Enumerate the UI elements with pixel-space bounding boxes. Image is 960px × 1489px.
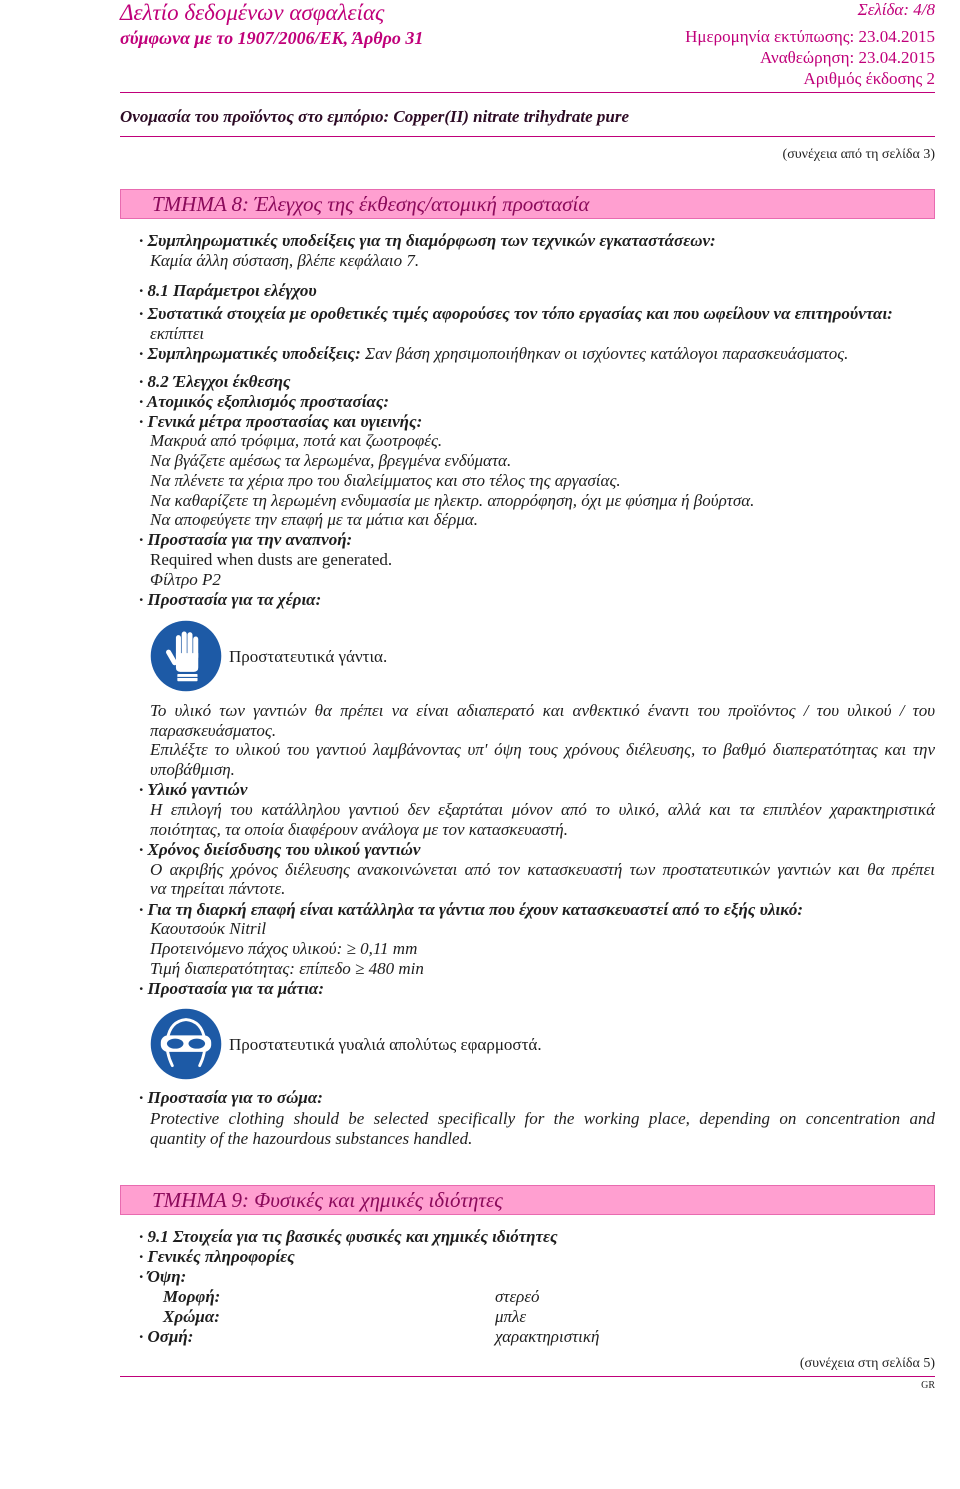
supplementary-notes-label: · Συμπληρωματικές υποδείξεις: — [139, 344, 361, 363]
country-code: GR — [921, 1380, 935, 1391]
glove-selection-paragraph-line: υποβάθμιση. — [150, 760, 235, 779]
gloves-caption: Προστατευτικά γάντια. — [229, 647, 388, 666]
supplementary-notes-text: Σαν βάση χρησιμοποιήθηκαν οι ισχύοντες κατάλογοι παρασκευάσματος. — [365, 344, 849, 363]
body-protection-line: quantity of the hazourdous substances handled. — [150, 1129, 473, 1148]
section-9-title: ΤΜΗΜΑ 9: Φυσικές και χημικές ιδιότητες — [152, 1188, 503, 1212]
section-9-header — [120, 1185, 935, 1215]
respiratory-protection-label: · Προστασία για την αναπνοή: — [139, 530, 353, 549]
glove-material-name: Καουτσούκ Nitril — [150, 919, 267, 938]
technical-measures-label: · Συμπληρωματικές υποδείξεις για τη διαμόρφωση των τεχνικών εγκαταστάσεων: — [139, 231, 716, 250]
limit-values-label: · Συστατικά στοιχεία με οροθετικές τιμές αφορούσες τον τόπο εργασίας και που ωφείλουν να επιτηρούνται: — [139, 304, 893, 323]
page-number: Σελίδα: 4/8 — [857, 0, 935, 19]
section-8-header — [120, 189, 935, 219]
eye-protection-label: · Προστασία για τα μάτια: — [139, 979, 324, 998]
hygiene-line: Μακρυά από τρόφιμα, ποτά και ζωοτροφές. — [150, 431, 443, 450]
penetration-time-label: · Χρόνος διείσδυσης του υλικού γαντιών — [139, 840, 421, 859]
respiratory-filter-line: Φίλτρο P2 — [150, 570, 221, 589]
product-divider — [120, 136, 935, 137]
hand-protection-label: · Προστασία για τα χέρια: — [139, 590, 322, 609]
section-8-title: ΤΜΗΜΑ 8: Έλεγχος της έκθεσης/ατομική προστασία — [152, 192, 590, 216]
hygiene-measures-label: · Γενικά μέτρα προστασίας και υγιεινής: — [139, 412, 423, 431]
goggles-symbol — [150, 1008, 222, 1080]
print-date: Ημερομηνία εκτύπωσης: 23.04.2015 — [685, 27, 935, 46]
continued-from-note: (συνέχεια από τη σελίδα 3) — [782, 147, 935, 162]
protective-gloves-icon — [150, 620, 222, 692]
glove-material-line: Η επιλογή του κατάλληλου γαντιού δεν εξαρτάται μόνον από το υλικό, αλλά και τα επιπλέον χαρακτηριστικά — [150, 800, 935, 819]
header-divider — [120, 92, 935, 93]
respiratory-protection-line: Required when dusts are generated. — [150, 550, 393, 569]
long-contact-label: · Για τη διαρκή επαφή είναι κατάλληλα τα γάντια που έχουν κατασκευαστεί από το εξής υλικό: — [139, 900, 804, 919]
gloves-symbol — [150, 620, 222, 692]
colour-value: μπλε — [495, 1307, 527, 1326]
penetration-time-line: Ο ακριβής χρόνος διέλευσης ανακοινώνεται από τον κατασκευαστή των προστατευτικών γαντιών και θα πρέπει — [150, 860, 935, 879]
glove-permeation-level: Τιμή διαπερατότητας: επίπεδο ≥ 480 min — [150, 959, 424, 978]
footer-divider — [120, 1376, 935, 1377]
appearance-label: · Όψη: — [139, 1267, 187, 1286]
odour-value: χαρακτηριστική — [495, 1327, 600, 1346]
ppe-label: · Ατομικός εξοπλισμός προστασίας: — [139, 392, 390, 411]
glove-material-line: ποιότητας, τα οποία διαφέρουν ανάλογα με τον κατασκευαστή. — [150, 820, 568, 839]
glove-material-paragraph-line: Το υλικό των γαντιών θα πρέπει να είναι αδιαπερατό και ανθεκτικό έναντι του προϊόντος / του υλικού / του — [150, 701, 935, 720]
technical-measures-text: Καμία άλλη σύσταση, βλέπε κεφάλαιο 7. — [150, 251, 420, 270]
control-parameters-heading: · 8.1 Παράμετροι ελέγχου — [139, 281, 317, 300]
body-protection-label: · Προστασία για το σώμα: — [139, 1088, 323, 1107]
colour-label: Χρώμα: — [163, 1307, 220, 1326]
glove-material-label: · Υλικό γαντιών — [139, 780, 248, 799]
glove-selection-paragraph-line: Επιλέξτε το υλικού του γαντιού λαμβάνοντας υπ' όψη τους χρόνους διέλευσης, το βαθμό διαπερατότητας και την — [150, 740, 935, 759]
product-name-line: Ονομασία του προϊόντος στο εμπόριο: Copper(II) nitrate trihydrate pure — [120, 107, 630, 126]
version-number: Αριθμός έκδοσης 2 — [803, 69, 935, 88]
body-protection-line: Protective clothing should be selected specifically for the working place, depending on concentration and — [150, 1109, 935, 1128]
basic-properties-heading: · 9.1 Στοιχεία για τις βασικές φυσικές και χημικές ιδιότητες — [139, 1227, 558, 1246]
regulation-reference: σύμφωνα με το 1907/2006/ΕΚ, Άρθρο 31 — [120, 28, 424, 48]
safety-goggles-icon — [150, 1008, 222, 1080]
form-label: Μορφή: — [163, 1287, 221, 1306]
hygiene-line: Να αποφεύγετε την επαφή με τα μάτια και δέρμα. — [150, 510, 479, 529]
glove-material-paragraph-line: παρασκευάσματος. — [150, 721, 277, 740]
form-value: στερεό — [495, 1287, 540, 1306]
penetration-time-line: να τηρείται πάντοτε. — [150, 879, 286, 898]
goggles-caption: Προστατευτικά γυαλιά απολύτως εφαρμοστά. — [229, 1035, 542, 1054]
hygiene-line: Να πλένετε τα χέρια προ του διαλείμματος και στο τέλος της αργασίας. — [150, 471, 621, 490]
continued-on-note: (συνέχεια στη σελίδα 5) — [799, 1356, 935, 1371]
exposure-controls-heading: · 8.2 Έλεγχοι έκθεσης — [139, 372, 291, 391]
revision-date: Αναθεώρηση: 23.04.2015 — [760, 48, 935, 67]
odour-label: · Οσμή: — [139, 1327, 194, 1346]
glove-thickness: Προτεινόμενο πάχος υλικού: ≥ 0,11 mm — [150, 939, 418, 958]
hygiene-line: Να καθαρίζετε τη λερωμένη ενδυμασία με ηλεκτρ. απορρόφηση, όχι με φύσημα ή βούρτσα. — [150, 491, 755, 510]
document-title: Δελτίο δεδομένων ασφαλείας — [120, 0, 385, 25]
goggles-shape — [161, 1035, 211, 1052]
supplementary-notes-line — [139, 344, 848, 364]
limit-values-text: εκπίπτει — [150, 324, 205, 343]
hygiene-line: Να βγάζετε αμέσως τα λερωμένα, βρεγμένα ενδύματα. — [150, 451, 512, 470]
general-info-label: · Γενικές πληροφορίες — [139, 1247, 295, 1266]
